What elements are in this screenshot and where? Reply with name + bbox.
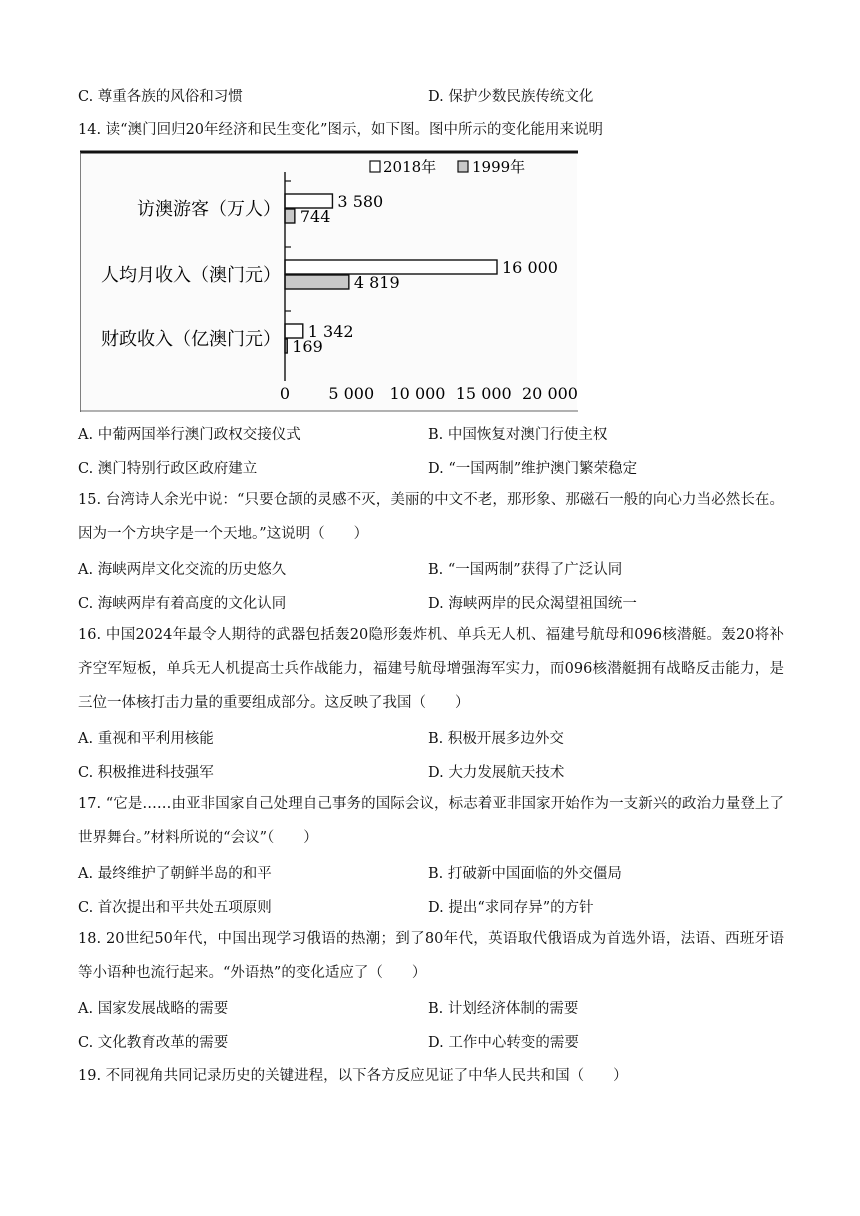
q16-option-b: B. 积极开展多边外交 xyxy=(428,731,564,747)
q17-option-c: C. 首次提出和平共处五项原则 xyxy=(78,900,272,916)
question-18-stem: 18. 20世纪50年代，中国出现学习俄语的热潮；到了80年代，英语取代俄语成为首选外语，法语、西班牙语等小语种也流行起来。“外语热”的变化适应了（ ） xyxy=(78,931,784,981)
bar-value-label: 4 819 xyxy=(353,273,400,292)
q15-option-d: D. 海峡两岸的民众渴望祖国统一 xyxy=(428,596,637,612)
x-tick-label: 0 xyxy=(279,384,291,403)
q14-option-b: B. 中国恢复对澳门行使主权 xyxy=(428,427,608,443)
legend-label-2018: 2018年 xyxy=(383,158,437,176)
q14-option-a: A. 中葡两国举行澳门政权交接仪式 xyxy=(78,427,301,443)
bar-value-label: 744 xyxy=(299,207,331,226)
bar-1999 xyxy=(285,275,349,289)
legend-swatch-2018 xyxy=(370,161,380,172)
question-17-stem: 17. “它是……由亚非国家自己处理自己事务的国际会议，标志着亚非国家开始作为一支新兴的政治力量登上了世界舞台。”材料所说的“会议”（ ） xyxy=(78,796,784,846)
bar-2018 xyxy=(285,324,303,338)
category-label: 财政收入（亿澳门元） xyxy=(101,329,281,350)
q14-option-c: C. 澳门特别行政区政府建立 xyxy=(78,461,258,477)
q18-option-d: D. 工作中心转变的需要 xyxy=(428,1035,579,1051)
bar-1999 xyxy=(285,209,295,223)
category-label: 访澳游客（万人） xyxy=(137,199,281,220)
q17-option-a: A. 最终维护了朝鲜半岛的和平 xyxy=(78,866,272,882)
question-19-stem: 19. 不同视角共同记录历史的关键进程，以下各方反应见证了中华人民共和国（ ） xyxy=(78,1068,628,1084)
prev-option-d: D. 保护少数民族传统文化 xyxy=(428,89,594,105)
bar-2018 xyxy=(285,194,332,208)
q16-option-a: A. 重视和平利用核能 xyxy=(78,731,214,747)
q15-option-c: C. 海峡两岸有着高度的文化认同 xyxy=(78,596,287,612)
q18-option-c: C. 文化教育改革的需要 xyxy=(78,1035,229,1051)
question-16-stem: 16. 中国2024年最令人期待的武器包括轰20隐形轰炸机、单兵无人机、福建号航母和096核潜艇。轰20将补齐空军短板，单兵无人机提高士兵作战能力，福建号航母增强海军实力，而096核潜艇拥有战略反击能力，是三位一体核打击力量的重要组成部分。这反映了我国（ ） xyxy=(78,627,784,711)
x-tick-label: 5 000 xyxy=(328,384,375,403)
bar-2018 xyxy=(285,260,497,274)
bar-value-label: 1 342 xyxy=(307,322,354,341)
q17-option-d: D. 提出“求同存异”的方针 xyxy=(428,900,594,916)
macau-chart xyxy=(80,150,580,414)
question-14-stem: 14. 读“澳门回归20年经济和民生变化”图示，如下图。图中所示的变化能用来说明 xyxy=(78,122,603,138)
q16-option-c: C. 积极推进科技强军 xyxy=(78,765,214,781)
q15-option-a: A. 海峡两岸文化交流的历史悠久 xyxy=(78,562,287,578)
q16-option-d: D. 大力发展航天技术 xyxy=(428,765,565,781)
bar-value-label: 16 000 xyxy=(502,258,558,277)
legend-label-1999: 1999年 xyxy=(472,158,526,176)
question-15-stem: 15. 台湾诗人余光中说：“只要仓颉的灵感不灭，美丽的中文不老，那形象、那磁石一般的向心力当必然长在。因为一个方块字是一个天地。”这说明（ ） xyxy=(78,492,784,542)
x-tick-label: 20 000 xyxy=(522,384,578,403)
prev-option-c: C. 尊重各族的风俗和习惯 xyxy=(78,89,243,105)
x-tick-label: 15 000 xyxy=(455,384,512,403)
bar-value-label: 3 580 xyxy=(337,192,384,211)
q17-option-b: B. 打破新中国面临的外交僵局 xyxy=(428,866,622,882)
legend-swatch-1999 xyxy=(458,161,468,172)
x-tick-label: 10 000 xyxy=(389,384,446,403)
q14-option-d: D. “一国两制”维护澳门繁荣稳定 xyxy=(428,461,638,477)
q18-option-a: A. 国家发展战略的需要 xyxy=(78,1001,229,1017)
q18-option-b: B. 计划经济体制的需要 xyxy=(428,1001,579,1017)
q15-option-b: B. “一国两制”获得了广泛认同 xyxy=(428,562,623,578)
bar-value-label: 169 xyxy=(292,337,323,356)
category-label: 人均月收入（澳门元） xyxy=(101,265,281,286)
